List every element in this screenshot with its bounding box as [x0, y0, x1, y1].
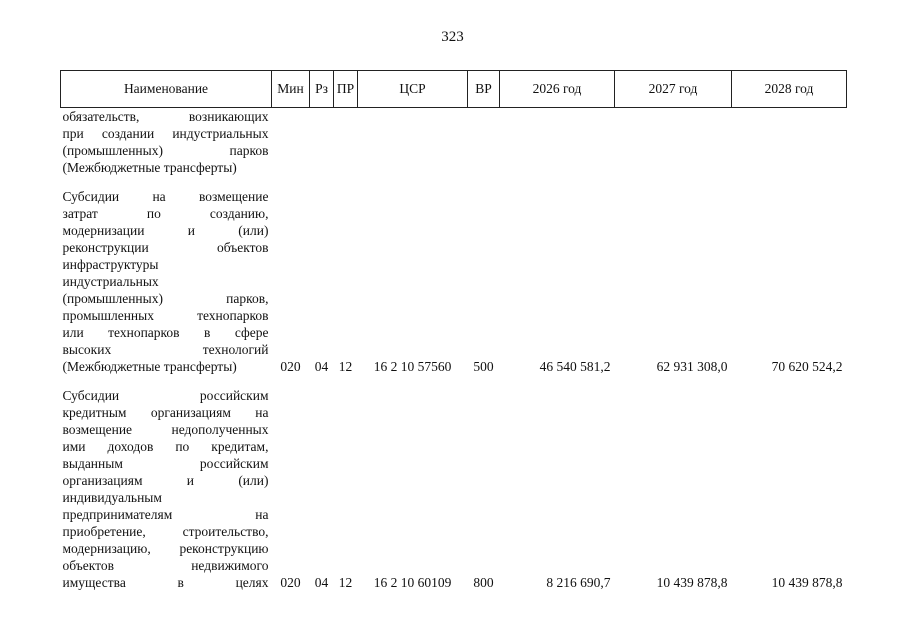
- name-line: [61, 205, 272, 222]
- name-word: объектов: [62, 558, 114, 573]
- name-word: недвижимого: [191, 558, 269, 573]
- name-line: [61, 523, 272, 540]
- name-word: российским: [199, 456, 269, 471]
- header-name: Наименование: [61, 71, 272, 108]
- name-line: [61, 125, 272, 142]
- name-word: на: [255, 507, 269, 522]
- table-row: [61, 188, 847, 375]
- name-word: приобретение,: [62, 524, 146, 539]
- cell-name: [61, 108, 272, 177]
- name-word: технопарков: [197, 308, 269, 323]
- cell-y2027: 10 439 878,8: [656, 575, 728, 590]
- name-word: возмещение: [198, 189, 269, 204]
- cell-y2027: 62 931 308,0: [656, 359, 728, 374]
- name-word: сфере: [234, 325, 269, 340]
- cell-min: 020: [280, 359, 301, 374]
- name-word: по: [175, 439, 190, 454]
- name-line: [61, 574, 272, 591]
- name-word: индустриальных: [172, 126, 269, 141]
- cell-pr: 12: [338, 575, 353, 590]
- name-line: [61, 472, 272, 489]
- name-line: [61, 387, 272, 404]
- name-word: модернизации: [62, 223, 145, 238]
- cell-y2028: [732, 108, 847, 177]
- cell-y2028: 70 620 524,2: [771, 359, 843, 374]
- name-line: [61, 222, 272, 239]
- name-line: [61, 540, 272, 557]
- cell-vr: 500: [473, 359, 494, 374]
- cell-vr: [468, 108, 500, 177]
- name-line: [61, 358, 272, 375]
- name-word: кредитам,: [211, 439, 269, 454]
- cell-csr: 16 2 10 60109: [373, 575, 452, 590]
- name-line: [61, 273, 272, 290]
- name-word: (или): [238, 473, 269, 488]
- cell-rz: 04: [314, 575, 329, 590]
- name-line: [61, 455, 272, 472]
- header-vr: ВР: [468, 71, 500, 108]
- name-word: промышленных: [62, 308, 154, 323]
- cell-pr: 12: [338, 359, 353, 374]
- name-word: Субсидии: [62, 189, 120, 204]
- name-line: [61, 256, 272, 273]
- cell-rz: [310, 108, 334, 177]
- name-word: парков: [229, 143, 269, 158]
- name-line: [61, 341, 272, 358]
- name-word: ими: [62, 439, 86, 454]
- name-line: [61, 142, 272, 159]
- name-word: предпринимателям: [62, 507, 173, 522]
- header-2026: 2026 год: [500, 71, 615, 108]
- cell-y2026: [500, 108, 615, 177]
- name-word: объектов: [217, 240, 269, 255]
- name-line: [61, 108, 272, 125]
- name-word: строительство,: [182, 524, 269, 539]
- name-word: на: [255, 405, 269, 420]
- cell-vr: 800: [473, 575, 494, 590]
- page-number: 323: [441, 29, 464, 45]
- name-line: [61, 404, 272, 421]
- name-word: затрат: [62, 206, 98, 221]
- header-rz: Рз: [310, 71, 334, 108]
- cell-pr: [334, 108, 358, 177]
- name-word: доходов: [107, 439, 154, 454]
- name-word: (промышленных): [62, 291, 163, 306]
- name-word: имущества: [62, 575, 126, 590]
- name-word: и: [187, 223, 195, 238]
- cell-name: [61, 188, 272, 375]
- name-word: технологий: [202, 342, 269, 357]
- cell-y2028: 10 439 878,8: [771, 575, 843, 590]
- cell-y2026: 8 216 690,7: [546, 575, 611, 590]
- name-word: в: [177, 575, 184, 590]
- cell-min: 020: [280, 575, 301, 590]
- cell-y2026: 46 540 581,2: [539, 359, 611, 374]
- header-pr: ПР: [334, 71, 358, 108]
- cell-csr: [358, 108, 468, 177]
- name-word: возникающих: [188, 109, 269, 124]
- cell-y2027: [615, 108, 732, 177]
- name-word: (или): [238, 223, 269, 238]
- name-word: в: [204, 325, 211, 340]
- name-line: [61, 421, 272, 438]
- name-word: реконструкцию: [179, 541, 269, 556]
- name-word: Субсидии: [62, 388, 120, 403]
- name-word: организациям: [62, 473, 143, 488]
- row-spacer-cell: [61, 176, 847, 188]
- name-line: [61, 324, 272, 341]
- name-word: обязательств,: [62, 109, 140, 124]
- name-word: кредитным: [62, 405, 127, 420]
- name-word: индивидуальным: [62, 490, 162, 505]
- table-row: [61, 387, 847, 591]
- name-line: [61, 438, 272, 455]
- name-word: и: [186, 473, 195, 488]
- name-line: [61, 307, 272, 324]
- name-word: возмещение: [62, 422, 133, 437]
- table-header-row: [61, 71, 847, 108]
- name-word: по: [146, 206, 161, 221]
- cell-name: [61, 387, 272, 591]
- name-line: [61, 506, 272, 523]
- row-spacer: [61, 375, 847, 387]
- name-line: [61, 159, 272, 176]
- table-body: [61, 108, 847, 592]
- name-word: организациям: [150, 405, 231, 420]
- name-word: российским: [199, 388, 269, 403]
- name-word: модернизацию,: [62, 541, 151, 556]
- name-word: при: [62, 126, 84, 141]
- name-word: реконструкции: [62, 240, 149, 255]
- header-2027: 2027 год: [615, 71, 732, 108]
- row-spacer-cell: [61, 375, 847, 387]
- cell-rz: 04: [314, 359, 329, 374]
- name-word: (промышленных): [62, 143, 163, 158]
- name-word: парков,: [226, 291, 269, 306]
- name-word: созданию,: [209, 206, 269, 221]
- name-line: [61, 239, 272, 256]
- name-line: [61, 489, 272, 506]
- name-word: выданным: [62, 456, 123, 471]
- name-word: инфраструктуры: [62, 257, 159, 272]
- budget-table: [60, 70, 847, 591]
- name-word: или: [62, 325, 84, 340]
- cell-min: [272, 108, 310, 177]
- name-word: (Межбюджетные трансферты): [62, 359, 237, 374]
- header-csr: ЦСР: [358, 71, 468, 108]
- name-word: недополученных: [171, 422, 269, 437]
- name-word: высоких: [62, 342, 112, 357]
- name-word: технопарков: [108, 325, 180, 340]
- name-word: на: [152, 189, 166, 204]
- header-min: Мин: [272, 71, 310, 108]
- row-spacer: [61, 176, 847, 188]
- name-line: [61, 557, 272, 574]
- cell-csr: 16 2 10 57560: [373, 359, 452, 374]
- name-line: [61, 188, 272, 205]
- name-line: [61, 290, 272, 307]
- name-word: целях: [235, 575, 269, 590]
- table-row: [61, 108, 847, 177]
- name-word: (Межбюджетные трансферты): [62, 160, 237, 175]
- header-2028: 2028 год: [732, 71, 847, 108]
- name-word: индустриальных: [62, 274, 159, 289]
- name-word: создании: [101, 126, 155, 141]
